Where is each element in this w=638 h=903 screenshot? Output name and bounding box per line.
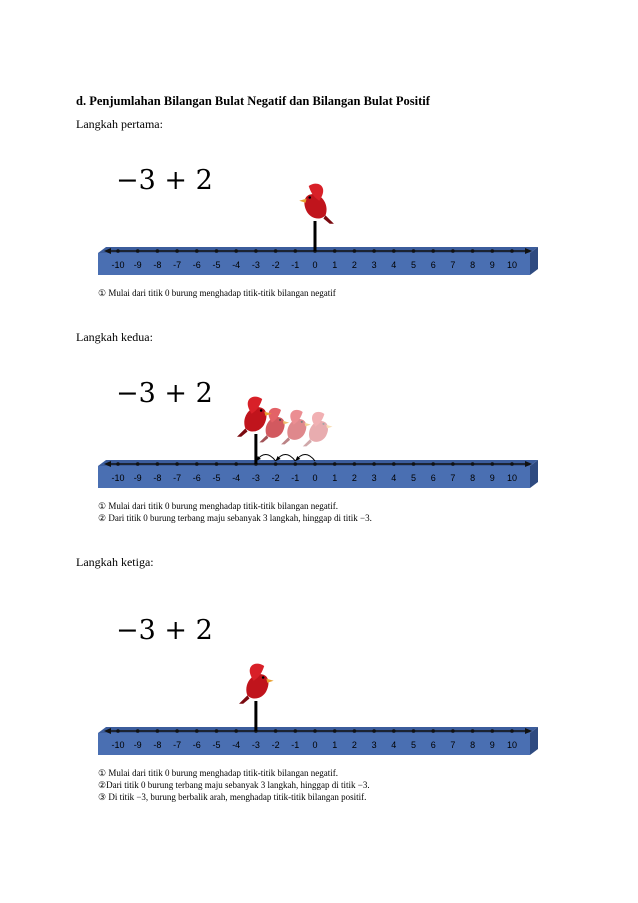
bird-icon (299, 184, 334, 224)
tick-label: -3 (251, 740, 260, 750)
tick-label: 6 (430, 260, 436, 270)
tick-label: -7 (173, 260, 182, 270)
tick-label: -2 (271, 473, 280, 483)
tick-label: 0 (312, 740, 318, 750)
step-3-figure (88, 615, 548, 820)
tick-label: -4 (232, 260, 241, 270)
tick-dot (116, 462, 120, 466)
tick-label: 6 (430, 473, 436, 483)
bird-eye (279, 419, 281, 421)
tick-dot (392, 249, 396, 253)
tick-label: 8 (470, 740, 476, 750)
tick-label: -8 (153, 260, 162, 270)
tick-label: 7 (450, 473, 456, 483)
tick-dot (333, 729, 337, 733)
tick-dot (471, 462, 475, 466)
step-3-note-3: ③ Di titik −3, burung berbalik arah, menghadap titik-titik bilangan positif. (98, 792, 367, 802)
bird-tail (259, 435, 268, 442)
bird-beak (326, 425, 332, 429)
tick-dot (234, 729, 238, 733)
tick-dot (510, 729, 514, 733)
bird-tail (239, 695, 250, 703)
tick-dot (274, 249, 278, 253)
tick-dot (195, 462, 199, 466)
tick-label: -8 (153, 740, 162, 750)
step-1-number-line (88, 165, 548, 285)
tick-dot (353, 729, 357, 733)
tick-dot (175, 462, 179, 466)
tick-dot (451, 462, 455, 466)
tick-dot (451, 249, 455, 253)
tick-dot (156, 729, 160, 733)
tick-label: -2 (271, 260, 280, 270)
bird-eye (260, 409, 263, 412)
tick-dot (491, 729, 495, 733)
tick-dot (136, 729, 140, 733)
bird-tail (323, 215, 334, 223)
tick-label: -2 (271, 740, 280, 750)
tick-label: 1 (332, 473, 338, 483)
tick-label: 7 (450, 740, 456, 750)
bird-body (244, 407, 266, 431)
step-1-note-1: ① Mulai dari titik 0 burung menghadap titik-titik bilangan negatif (98, 288, 336, 298)
tick-label: 10 (506, 260, 518, 270)
bird-body (287, 419, 306, 440)
tick-label: 9 (489, 260, 495, 270)
tick-dot (294, 729, 298, 733)
step-3-expression: −3 + 2 (116, 615, 213, 646)
tick-dot (254, 249, 258, 253)
step-3-label: Langkah ketiga: (76, 555, 154, 569)
bird-body (246, 674, 268, 698)
step-3-number-line (88, 615, 548, 765)
tick-dot (234, 249, 238, 253)
tick-label: 2 (351, 473, 357, 483)
tick-label: -6 (192, 260, 201, 270)
tick-label: -3 (251, 473, 260, 483)
bird-tail (303, 439, 312, 446)
bird-icon (239, 664, 274, 704)
tick-dot (116, 729, 120, 733)
tick-label: -1 (291, 473, 300, 483)
tick-dot (491, 249, 495, 253)
tick-label: -5 (212, 473, 221, 483)
tick-label: 4 (391, 473, 397, 483)
tick-dot (491, 462, 495, 466)
bird-beak (299, 199, 306, 203)
tick-dot (412, 729, 416, 733)
tick-label: -3 (251, 260, 260, 270)
tick-label: -9 (133, 260, 142, 270)
tick-dot (431, 462, 435, 466)
tick-label: 9 (489, 473, 495, 483)
tick-dot (412, 462, 416, 466)
tick-label: 5 (410, 473, 417, 483)
tick-dot (431, 729, 435, 733)
tick-dot (136, 249, 140, 253)
step-2-note-1: ① Mulai dari titik 0 burung menghadap titik-titik bilangan negatif. (98, 501, 339, 511)
step-1-figure (88, 165, 548, 305)
tick-dot (116, 249, 120, 253)
tick-dot (156, 249, 160, 253)
bird-icon (281, 410, 311, 444)
bird-beak (305, 423, 311, 427)
tick-label: 8 (470, 473, 476, 483)
tick-dot (313, 729, 317, 733)
tick-dot (274, 729, 278, 733)
tick-label: -10 (111, 260, 125, 270)
tick-label: 3 (371, 260, 377, 270)
tick-label: 6 (430, 740, 436, 750)
tick-label: -1 (291, 740, 300, 750)
bird-beak (266, 679, 273, 683)
tick-label: -6 (192, 740, 201, 750)
tick-label: -5 (212, 260, 221, 270)
tick-dot (215, 729, 219, 733)
tick-dot (372, 462, 376, 466)
tick-label: 4 (391, 260, 397, 270)
tick-dot (392, 462, 396, 466)
tick-dot (471, 249, 475, 253)
step-2-label: Langkah kedua: (76, 330, 153, 344)
bird-body (266, 417, 285, 438)
tick-label: -1 (291, 260, 300, 270)
tick-label: -10 (111, 740, 125, 750)
tick-dot (195, 729, 199, 733)
tick-label: 0 (312, 260, 318, 270)
tick-dot (313, 462, 317, 466)
tick-dot (195, 249, 199, 253)
bird-eye (301, 421, 303, 423)
tick-label: 3 (371, 473, 377, 483)
tick-label: -4 (232, 473, 241, 483)
tick-dot (333, 462, 337, 466)
section-heading: d. Penjumlahan Bilangan Bulat Negatif dan Bilangan Bulat Positif (76, 94, 430, 108)
tick-dot (294, 462, 298, 466)
tick-label: 2 (351, 740, 357, 750)
tick-label: -9 (133, 740, 142, 750)
tick-dot (156, 462, 160, 466)
tick-dot (510, 249, 514, 253)
tick-dot (392, 729, 396, 733)
bird-icon (303, 412, 333, 446)
bird-eye (262, 676, 265, 679)
tick-dot (175, 249, 179, 253)
step-3-note-1: ① Mulai dari titik 0 burung menghadap titik-titik bilangan negatif. (98, 768, 339, 778)
tick-label: 1 (332, 260, 338, 270)
tick-label: -4 (232, 740, 241, 750)
step-1-label: Langkah pertama: (76, 117, 163, 131)
tick-label: 4 (391, 740, 397, 750)
tick-dot (372, 729, 376, 733)
tick-label: 7 (450, 260, 456, 270)
tick-label: 10 (506, 473, 518, 483)
tick-dot (372, 249, 376, 253)
step-2-figure (88, 378, 548, 528)
tick-dot (274, 462, 278, 466)
tick-dot (215, 249, 219, 253)
tick-dot (333, 249, 337, 253)
tick-label: 10 (506, 740, 518, 750)
tick-label: 3 (371, 740, 377, 750)
bird-body (304, 194, 326, 218)
tick-dot (294, 249, 298, 253)
tick-label: -8 (153, 473, 162, 483)
tick-dot (471, 729, 475, 733)
tick-dot (175, 729, 179, 733)
step-1-expression: −3 + 2 (116, 165, 213, 196)
tick-label: -6 (192, 473, 201, 483)
step-2-expression: −3 + 2 (116, 378, 213, 409)
tick-label: 9 (489, 740, 495, 750)
tick-dot (510, 462, 514, 466)
bird-body (309, 421, 328, 442)
tick-label: -7 (173, 740, 182, 750)
bird-tail (281, 437, 290, 444)
tick-label: 2 (351, 260, 357, 270)
tick-dot (353, 249, 357, 253)
tick-dot (215, 462, 219, 466)
tick-dot (353, 462, 357, 466)
tick-label: -9 (133, 473, 142, 483)
bird-beak (283, 421, 289, 425)
step-2-note-2: ② Dari titik 0 burung terbang maju sebanyak 3 langkah, hinggap di titik −3. (98, 513, 372, 523)
step-2-number-line (88, 378, 548, 498)
bird-eye (308, 196, 311, 199)
tick-label: -5 (212, 740, 221, 750)
tick-dot (412, 249, 416, 253)
tick-label: 8 (470, 260, 476, 270)
tick-label: -10 (111, 473, 125, 483)
step-2-notes (98, 500, 372, 524)
step-3-note-2: ②Dari titik 0 burung terbang maju sebanyak 3 langkah, hinggap di titik −3. (98, 780, 370, 790)
tick-label: -7 (173, 473, 182, 483)
tick-label: 5 (410, 260, 417, 270)
step-3-notes (98, 767, 370, 803)
bird-eye (322, 423, 324, 425)
tick-label: 5 (410, 740, 417, 750)
tick-dot (234, 462, 238, 466)
tick-label: 1 (332, 740, 338, 750)
tick-label: 0 (312, 473, 318, 483)
tick-dot (431, 249, 435, 253)
step-1-notes (98, 287, 336, 299)
tick-dot (451, 729, 455, 733)
tick-dot (136, 462, 140, 466)
bird-tail (237, 428, 248, 436)
